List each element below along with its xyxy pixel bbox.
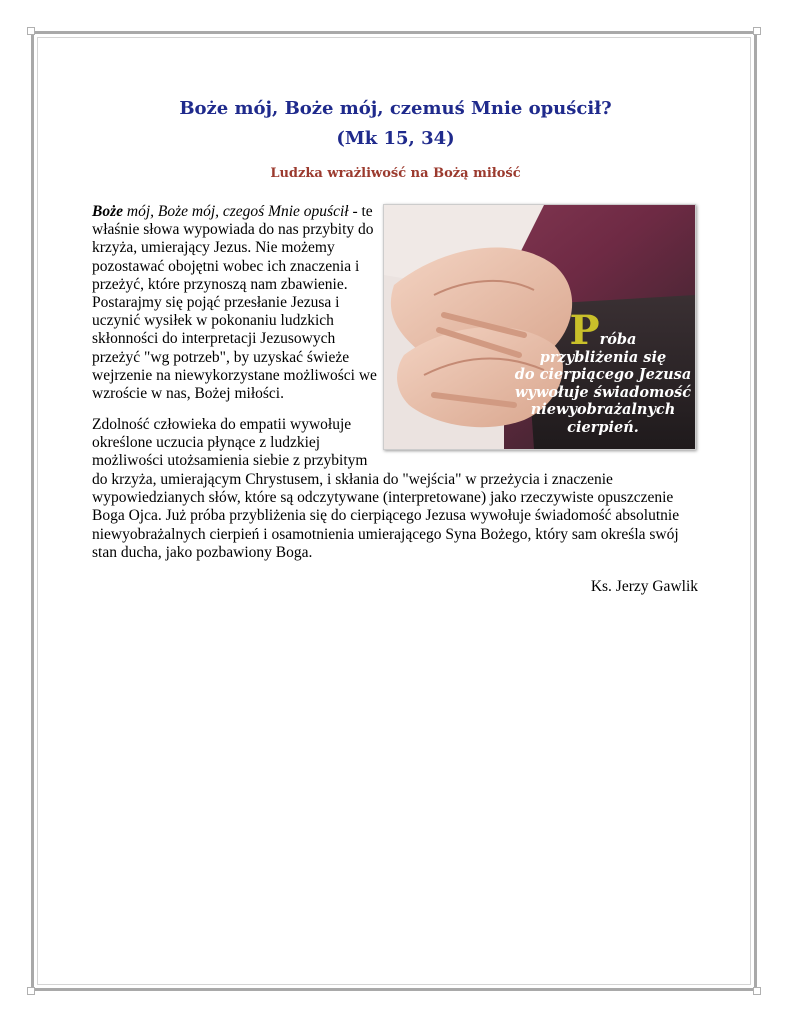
- image-caption: [514, 307, 692, 436]
- corner-ornament: [27, 27, 35, 35]
- illustration-photo: [383, 204, 696, 450]
- corner-ornament: [753, 27, 761, 35]
- corner-ornament: [753, 987, 761, 995]
- page-title: Boże mój, Boże mój, czemuś Mnie opuścił?: [179, 98, 612, 119]
- paragraph-1-text: - te właśnie słowa wypowiada do nas przybity do krzyża, umierający Jezus. Nie możemy pozostawać obojętni wobec ich znaczenia i przeżyć, które przynoszą nam zbawienie. Postarajmy się pojąć przesłanie Jezusa i uczynić wysiłek w pokonaniu ludzkich skłonności do interpretacji Jezusowych przeżyć "wg potrzeb", by uzyskać świeże wejrzenie na niewykorzystane możliwości we wzroście w nas, Bożej miłości.: [92, 203, 377, 403]
- paragraph-2-start: Zdolność człowieka do empatii wywołuje określone uczucia płynące z ludzkiej możliwości utożsamienia siebie z przybitym: [92, 416, 368, 470]
- caption-line: przybliżenia się: [539, 348, 667, 366]
- page-title-reference: (Mk 15, 34): [336, 128, 455, 149]
- caption-dropcap: P: [569, 307, 600, 354]
- caption-line: niewyobrażalnych: [530, 401, 676, 418]
- caption-line: wywołuje świadomość: [514, 383, 692, 401]
- corner-ornament: [27, 987, 35, 995]
- paragraph-2-rest: do krzyża, umierającym Chrystusem, i skłania do "wejścia" w przeżycia i znaczenie wypowiedzianych słów, które są odczytywane (interpretowane) jako rzeczywiste opuszczenie Boga Ojca. Już próba przybliżenia się do cierpiącego Jezusa wywołuje świadomość absolutnie niewyobrażalnych cierpień i osamotnienia umierającego Syna Bożego, który sam określa swój stan ducha, jako pozbawiony Boga.: [92, 471, 680, 561]
- paragraph-1: [92, 203, 377, 403]
- caption-line: róba: [599, 331, 637, 348]
- quote-text: mój, Boże mój, czegoś Mnie opuścił: [123, 203, 349, 220]
- caption-line: do cierpiącego Jezusa: [514, 366, 692, 383]
- page-subtitle: Ludzka wrażliwość na Bożą miłość: [270, 166, 521, 181]
- caption-line: cierpień.: [567, 418, 639, 436]
- author-signature: Ks. Jerzy Gawlik: [590, 578, 698, 595]
- quote-emphasis: Boże: [92, 203, 123, 220]
